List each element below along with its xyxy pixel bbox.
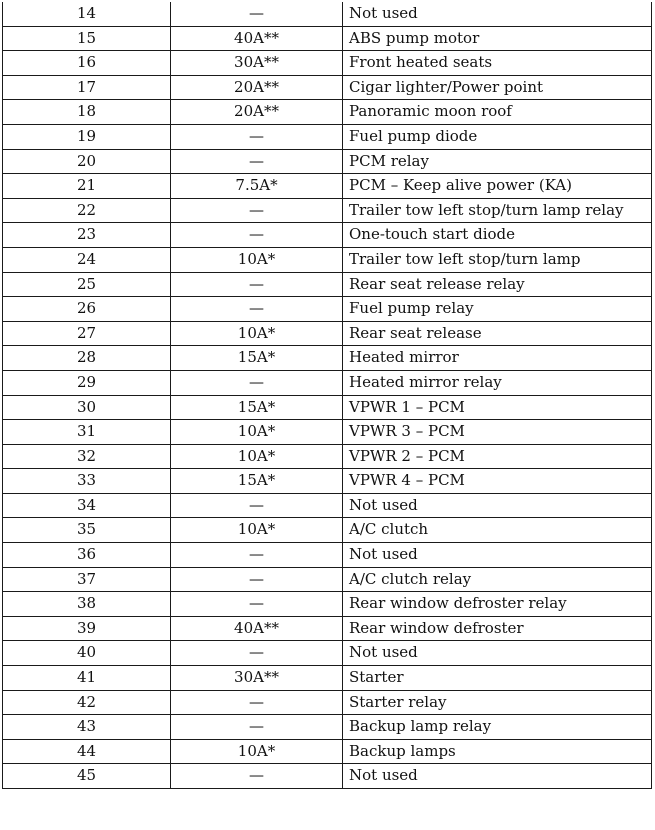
fuse-number-cell: 21 — [3, 174, 171, 199]
fuse-rating-cell: 10A* — [171, 420, 343, 445]
fuse-number-cell: 25 — [3, 272, 171, 297]
table-row — [3, 567, 652, 592]
table-row — [3, 469, 652, 494]
fuse-number-cell: 34 — [3, 493, 171, 518]
circuit-description-cell: Cigar lighter/Power point — [343, 75, 652, 100]
fuse-rating-cell: 15A* — [171, 395, 343, 420]
circuit-description-cell: A/C clutch — [343, 518, 652, 543]
fuse-rating-cell: 15A* — [171, 346, 343, 371]
table-row — [3, 149, 652, 174]
fuse-rating-cell: 20A** — [171, 100, 343, 125]
fuse-number-cell: 38 — [3, 592, 171, 617]
table-row — [3, 444, 652, 469]
fuse-number-cell: 31 — [3, 420, 171, 445]
fuse-number-cell: 43 — [3, 715, 171, 740]
fuse-number-cell: 40 — [3, 641, 171, 666]
fuse-number-cell: 27 — [3, 321, 171, 346]
circuit-description-cell: ABS pump motor — [343, 26, 652, 51]
circuit-description-cell: Rear seat release relay — [343, 272, 652, 297]
fuse-number-cell: 17 — [3, 75, 171, 100]
circuit-description-cell: Not used — [343, 493, 652, 518]
fuse-rating-cell: — — [171, 567, 343, 592]
circuit-description-cell: Not used — [343, 764, 652, 789]
fuse-rating-cell: — — [171, 370, 343, 395]
fuse-number-cell: 16 — [3, 51, 171, 76]
table-row — [3, 592, 652, 617]
fuse-rating-cell: — — [171, 764, 343, 789]
circuit-description-cell: A/C clutch relay — [343, 567, 652, 592]
circuit-description-cell: VPWR 3 – PCM — [343, 420, 652, 445]
circuit-description-cell: Trailer tow left stop/turn lamp — [343, 247, 652, 272]
fuse-number-cell: 39 — [3, 616, 171, 641]
table-row — [3, 174, 652, 199]
table-row — [3, 321, 652, 346]
circuit-description-cell: Trailer tow left stop/turn lamp relay — [343, 198, 652, 223]
fuse-number-cell: 32 — [3, 444, 171, 469]
fuse-table-body — [3, 2, 652, 789]
fuse-number-cell: 15 — [3, 26, 171, 51]
fuse-rating-cell: — — [171, 272, 343, 297]
fuse-rating-cell: — — [171, 198, 343, 223]
circuit-description-cell: Panoramic moon roof — [343, 100, 652, 125]
fuse-rating-cell: — — [171, 2, 343, 26]
fuse-number-cell: 45 — [3, 764, 171, 789]
table-row — [3, 518, 652, 543]
fuse-rating-cell: 40A** — [171, 616, 343, 641]
table-row — [3, 616, 652, 641]
table-row — [3, 100, 652, 125]
circuit-description-cell: Heated mirror relay — [343, 370, 652, 395]
circuit-description-cell: Not used — [343, 543, 652, 568]
circuit-description-cell: One-touch start diode — [343, 223, 652, 248]
fuse-rating-cell: — — [171, 124, 343, 149]
fuse-rating-cell: 7.5A* — [171, 174, 343, 199]
table-row — [3, 198, 652, 223]
table-row — [3, 223, 652, 248]
fuse-rating-cell: 30A** — [171, 51, 343, 76]
table-row — [3, 124, 652, 149]
table-row — [3, 370, 652, 395]
fuse-number-cell: 35 — [3, 518, 171, 543]
circuit-description-cell: Starter relay — [343, 690, 652, 715]
fuse-rating-cell: 10A* — [171, 247, 343, 272]
fuse-rating-cell: 10A* — [171, 321, 343, 346]
circuit-description-cell: Heated mirror — [343, 346, 652, 371]
fuse-number-cell: 33 — [3, 469, 171, 494]
circuit-description-cell: PCM relay — [343, 149, 652, 174]
fuse-table — [2, 2, 652, 789]
fuse-number-cell: 26 — [3, 297, 171, 322]
fuse-number-cell: 44 — [3, 739, 171, 764]
table-row — [3, 715, 652, 740]
fuse-number-cell: 24 — [3, 247, 171, 272]
circuit-description-cell: Fuel pump relay — [343, 297, 652, 322]
fuse-rating-cell: 30A** — [171, 666, 343, 691]
circuit-description-cell: Front heated seats — [343, 51, 652, 76]
fuse-rating-cell: — — [171, 641, 343, 666]
circuit-description-cell: Backup lamp relay — [343, 715, 652, 740]
fuse-number-cell: 42 — [3, 690, 171, 715]
table-row — [3, 26, 652, 51]
circuit-description-cell: VPWR 1 – PCM — [343, 395, 652, 420]
fuse-rating-cell: — — [171, 493, 343, 518]
table-row — [3, 247, 652, 272]
fuse-rating-cell: — — [171, 223, 343, 248]
fuse-number-cell: 28 — [3, 346, 171, 371]
circuit-description-cell: Not used — [343, 2, 652, 26]
table-row — [3, 2, 652, 26]
fuse-rating-cell: 40A** — [171, 26, 343, 51]
circuit-description-cell: Rear seat release — [343, 321, 652, 346]
fuse-rating-cell: 10A* — [171, 739, 343, 764]
fuse-number-cell: 20 — [3, 149, 171, 174]
fuse-number-cell: 14 — [3, 2, 171, 26]
fuse-number-cell: 23 — [3, 223, 171, 248]
fuse-number-cell: 19 — [3, 124, 171, 149]
table-row — [3, 641, 652, 666]
circuit-description-cell: Rear window defroster relay — [343, 592, 652, 617]
fuse-rating-cell: — — [171, 592, 343, 617]
fuse-rating-cell: — — [171, 715, 343, 740]
circuit-description-cell: Starter — [343, 666, 652, 691]
table-row — [3, 690, 652, 715]
table-row — [3, 395, 652, 420]
table-row — [3, 493, 652, 518]
circuit-description-cell: Not used — [343, 641, 652, 666]
circuit-description-cell: VPWR 4 – PCM — [343, 469, 652, 494]
fuse-number-cell: 30 — [3, 395, 171, 420]
circuit-description-cell: Rear window defroster — [343, 616, 652, 641]
fuse-rating-cell: 20A** — [171, 75, 343, 100]
table-row — [3, 297, 652, 322]
table-row — [3, 764, 652, 789]
table-row — [3, 75, 652, 100]
fuse-number-cell: 41 — [3, 666, 171, 691]
table-row — [3, 420, 652, 445]
fuse-number-cell: 18 — [3, 100, 171, 125]
fuse-number-cell: 22 — [3, 198, 171, 223]
fuse-rating-cell: 15A* — [171, 469, 343, 494]
fuse-rating-cell: 10A* — [171, 444, 343, 469]
table-row — [3, 346, 652, 371]
circuit-description-cell: VPWR 2 – PCM — [343, 444, 652, 469]
circuit-description-cell: Backup lamps — [343, 739, 652, 764]
table-row — [3, 739, 652, 764]
fuse-rating-cell: — — [171, 690, 343, 715]
circuit-description-cell: PCM – Keep alive power (KA) — [343, 174, 652, 199]
fuse-rating-cell: 10A* — [171, 518, 343, 543]
table-row — [3, 666, 652, 691]
fuse-number-cell: 37 — [3, 567, 171, 592]
fuse-number-cell: 29 — [3, 370, 171, 395]
table-row — [3, 272, 652, 297]
table-row — [3, 543, 652, 568]
fuse-rating-cell: — — [171, 543, 343, 568]
fuse-number-cell: 36 — [3, 543, 171, 568]
circuit-description-cell: Fuel pump diode — [343, 124, 652, 149]
fuse-rating-cell: — — [171, 149, 343, 174]
table-row — [3, 51, 652, 76]
fuse-rating-cell: — — [171, 297, 343, 322]
